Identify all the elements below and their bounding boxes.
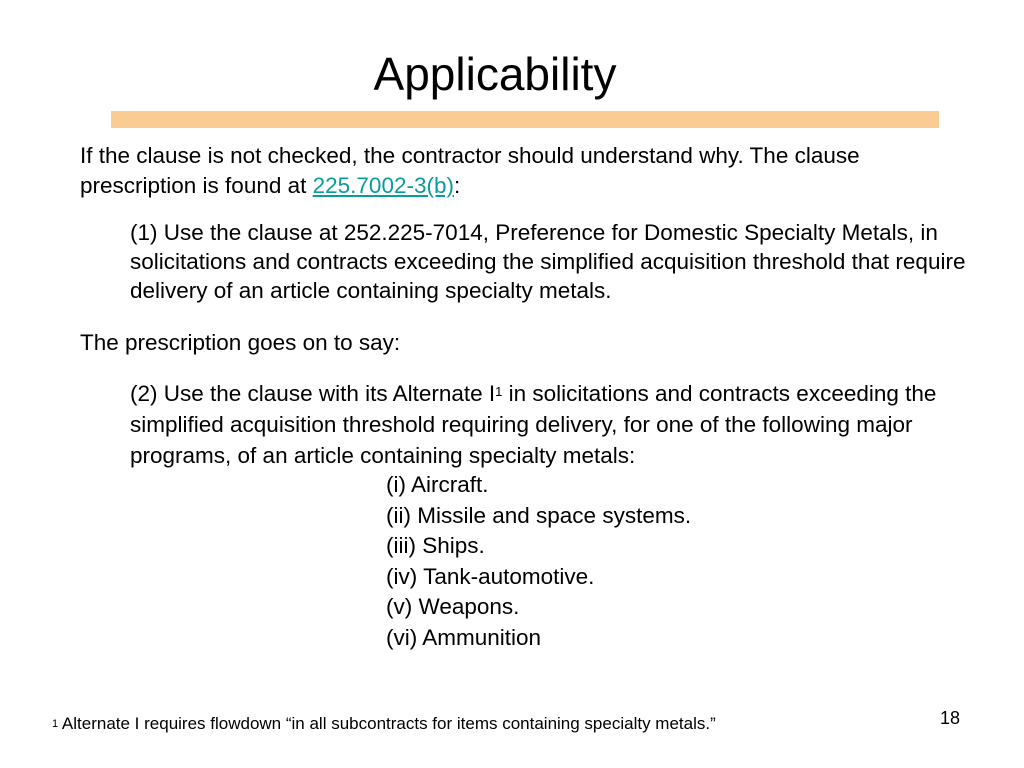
quote2-text-end: in solicitations and contracts exceeding the simplified acquisition threshold requiring delivery, for one of the following major programs, of an article containing specialty metals: [130, 381, 937, 468]
page-number: 18 [940, 708, 961, 728]
footnote-reference: 1 [495, 384, 503, 399]
list-item: (ii) Missile and space systems. [386, 502, 692, 528]
intro-text: If the clause is not checked, the contractor should understand why. The clause prescription is found at [80, 143, 860, 198]
list-item: (i) Aircraft. [386, 472, 489, 497]
quote2-text: (2) Use the clause with its Alternate I [130, 381, 496, 406]
title-underline-bar [111, 111, 939, 128]
list-item: (vi) Ammunition [386, 624, 542, 650]
quote-paragraph-1: (1) Use the clause at 252.225-7014, Preference for Domestic Specialty Metals, in solicitations and contracts exceeding the simplified acquisition threshold that require delivery of an article containing specialty metals. [130, 220, 966, 303]
list-item: (iii) Ships. [386, 533, 485, 558]
intro-text-end: : [453, 173, 461, 198]
list-item: (iv) Tank-automotive. [386, 563, 595, 589]
major-programs-list [386, 470, 691, 653]
list-item: (v) Weapons. [386, 594, 520, 619]
footnote [52, 712, 716, 736]
intro-paragraph [80, 141, 940, 201]
footnote-text: Alternate I requires flowdown “in all subcontracts for items containing specialty metals.” [58, 714, 716, 733]
clause-prescription-link[interactable]: 225.7002-3(b) [312, 173, 454, 198]
quote-paragraph-2 [130, 378, 990, 471]
footnote-marker: 1 [52, 718, 59, 730]
slide-title: Applicability [373, 48, 617, 100]
transition-paragraph: The prescription goes on to say: [80, 330, 401, 355]
